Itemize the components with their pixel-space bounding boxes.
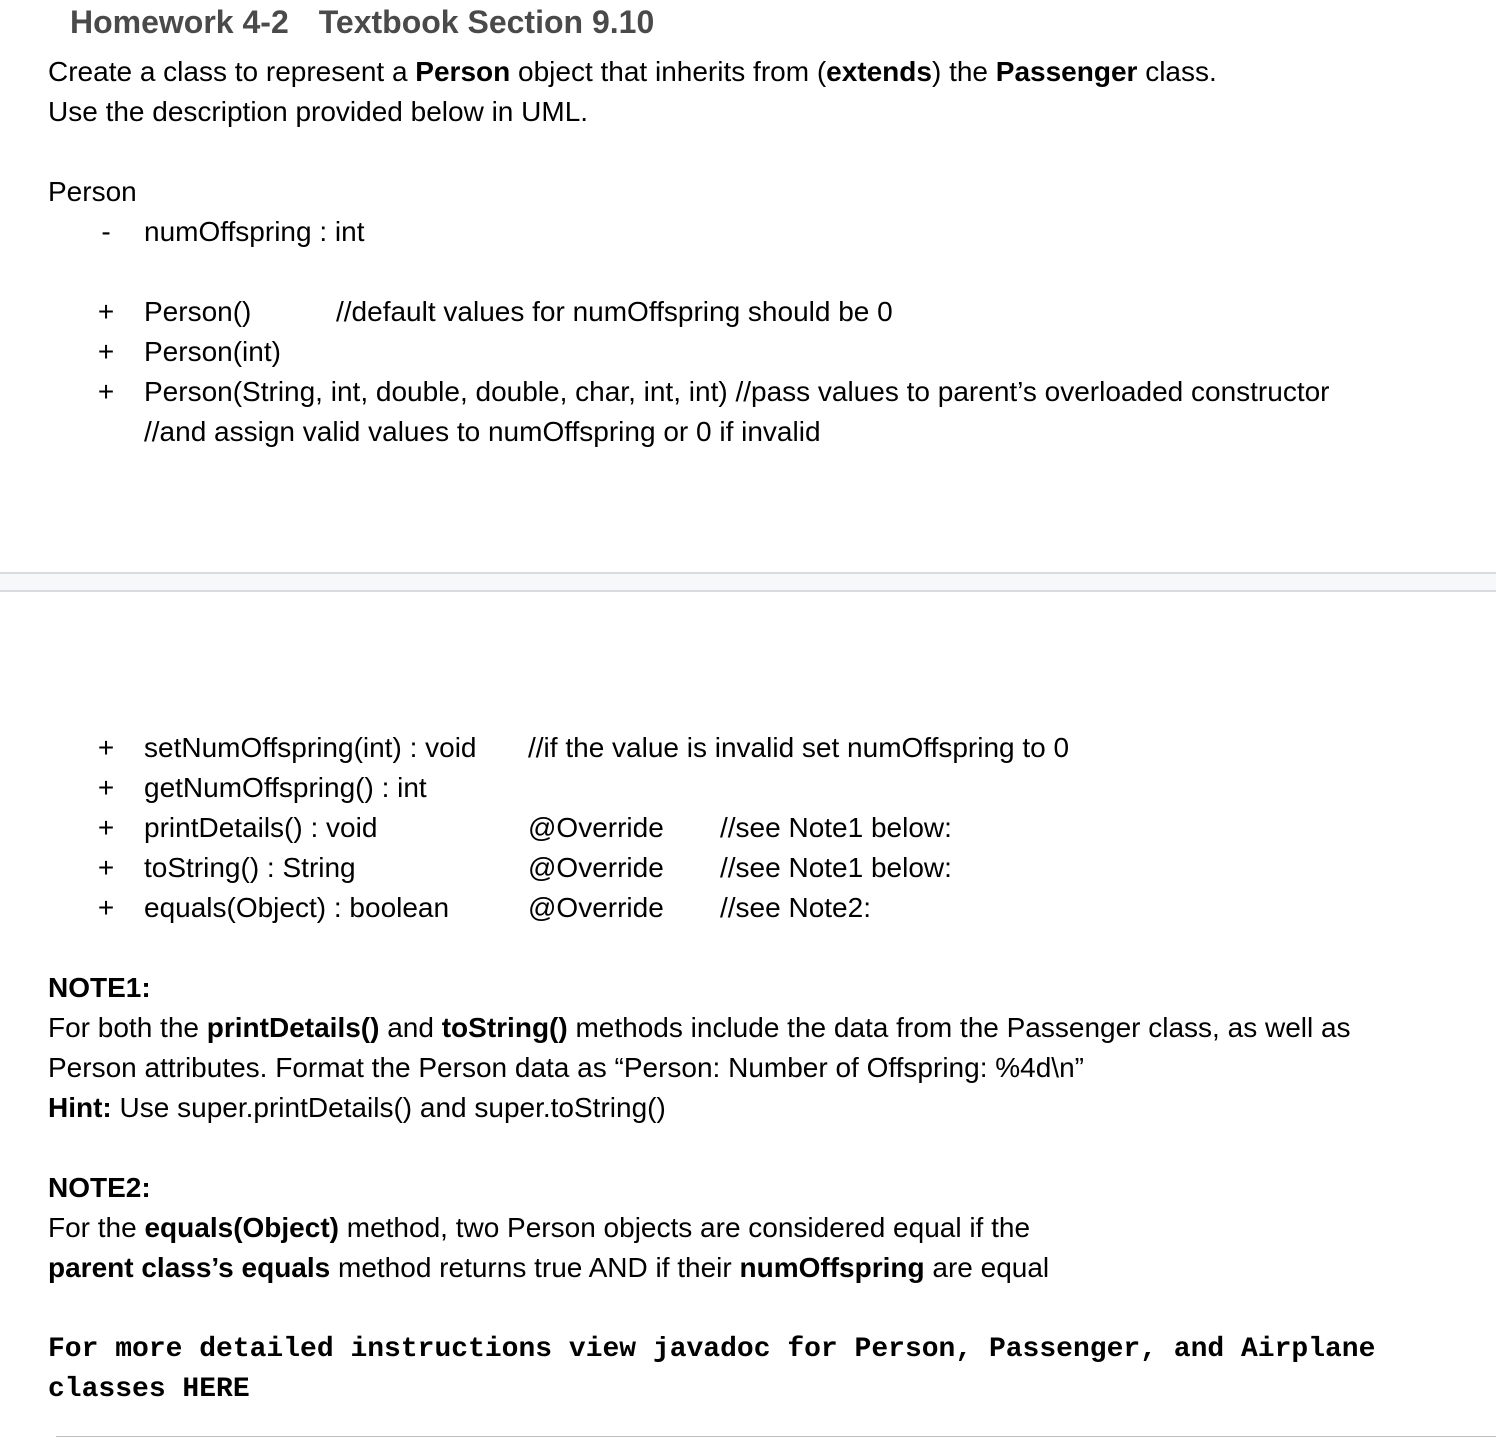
uml-method-annotation: @Override xyxy=(528,852,664,883)
bottom-divider xyxy=(56,1436,1496,1437)
javadoc-link[interactable]: HERE xyxy=(182,1374,250,1405)
note2-equals-bold: equals(Object) xyxy=(144,1212,339,1243)
intro-text: Create a class to represent a xyxy=(48,56,416,87)
uml-method-setnumoffspring: setNumOffspring(int) : void xyxy=(144,732,477,763)
note1-text: and xyxy=(379,1012,442,1043)
uml-method-equals: equals(Object) : boolean xyxy=(144,892,450,923)
footer-line-1: For more detailed instructions view javadoc for Person, Passenger, and Airplane xyxy=(48,1334,1376,1365)
uml-constructor-int: Person(int) xyxy=(144,336,281,367)
uml-constructor-full-continuation: //and assign valid values to numOffspring or 0 if invalid xyxy=(144,416,821,447)
note1-tostring-bold: toString() xyxy=(441,1012,568,1043)
note2-parent-equals-bold: parent class’s equals xyxy=(48,1252,331,1283)
uml-method-comment: //see Note1 below: xyxy=(720,852,952,883)
uml-method-annotation: @Override xyxy=(528,892,664,923)
intro-person-bold: Person xyxy=(415,56,511,87)
uml-class-name: Person xyxy=(48,176,137,207)
intro-text: class. xyxy=(1137,56,1217,87)
note2-line-2 xyxy=(48,1248,1049,1288)
uml-method-visibility: + xyxy=(97,772,115,803)
uml-method-visibility: + xyxy=(97,852,115,883)
note2-text: are equal xyxy=(924,1252,1050,1283)
intro-line-2: Use the description provided below in UML. xyxy=(48,96,589,127)
page-title xyxy=(70,2,654,42)
uml-constructor-visibility: + xyxy=(97,336,115,367)
note1-hint xyxy=(48,1088,666,1128)
intro-text: object that inherits from ( xyxy=(510,56,827,87)
uml-method-printdetails: printDetails() : void xyxy=(144,812,378,843)
uml-constructor-full: Person(String, int, double, double, char, int, int) //pass values to parent’s overloaded constructor xyxy=(144,376,1330,407)
note2-text: For the xyxy=(48,1212,145,1243)
intro-passenger-bold: Passenger xyxy=(995,56,1138,87)
uml-method-tostring: toString() : String xyxy=(144,852,356,883)
uml-method-visibility: + xyxy=(97,812,115,843)
uml-method-comment: //if the value is invalid set numOffspring to 0 xyxy=(528,732,1070,763)
note2-line-1 xyxy=(48,1208,1030,1248)
homework-label: Homework 4-2 xyxy=(70,4,289,40)
footer-line-2 xyxy=(48,1370,250,1410)
uml-method-visibility: + xyxy=(97,892,115,923)
uml-method-annotation: @Override xyxy=(528,812,664,843)
note1-text: methods include the data from the Passenger class, as well as xyxy=(567,1012,1351,1043)
note1-printdetails-bold: printDetails() xyxy=(206,1012,380,1043)
note1-heading: NOTE1: xyxy=(48,972,151,1003)
uml-field-visibility: - xyxy=(101,216,111,247)
uml-method-comment: //see Note1 below: xyxy=(720,812,952,843)
uml-method-getnumoffspring: getNumOffspring() : int xyxy=(144,772,427,803)
note1-text: For both the xyxy=(48,1012,207,1043)
footer-text: classes xyxy=(48,1374,183,1405)
hint-text: Use super.printDetails() and super.toString() xyxy=(111,1092,666,1123)
note2-heading: NOTE2: xyxy=(48,1172,151,1203)
page-break-divider xyxy=(0,572,1496,592)
intro-line-1 xyxy=(48,52,1217,92)
intro-extends-bold: extends xyxy=(826,56,932,87)
note2-text: method, two Person objects are considered equal if the xyxy=(338,1212,1031,1243)
intro-text: ) the xyxy=(931,56,996,87)
uml-constructor-comment: //default values for numOffspring should be 0 xyxy=(336,296,893,327)
uml-constructor-visibility: + xyxy=(97,296,115,327)
uml-field: numOffspring : int xyxy=(144,216,365,247)
note2-text: method returns true AND if their xyxy=(330,1252,740,1283)
note1-line-2: Person attributes. Format the Person data as “Person: Number of Offspring: %4d\n” xyxy=(48,1052,1084,1083)
uml-method-visibility: + xyxy=(97,732,115,763)
section-label: Textbook Section 9.10 xyxy=(318,4,655,40)
note2-numoffspring-bold: numOffspring xyxy=(739,1252,925,1283)
note1-line-1 xyxy=(48,1008,1351,1048)
hint-label: Hint: xyxy=(48,1092,112,1123)
uml-method-comment: //see Note2: xyxy=(720,892,871,923)
uml-constructor-default: Person() xyxy=(144,296,252,327)
uml-constructor-visibility: + xyxy=(97,376,115,407)
